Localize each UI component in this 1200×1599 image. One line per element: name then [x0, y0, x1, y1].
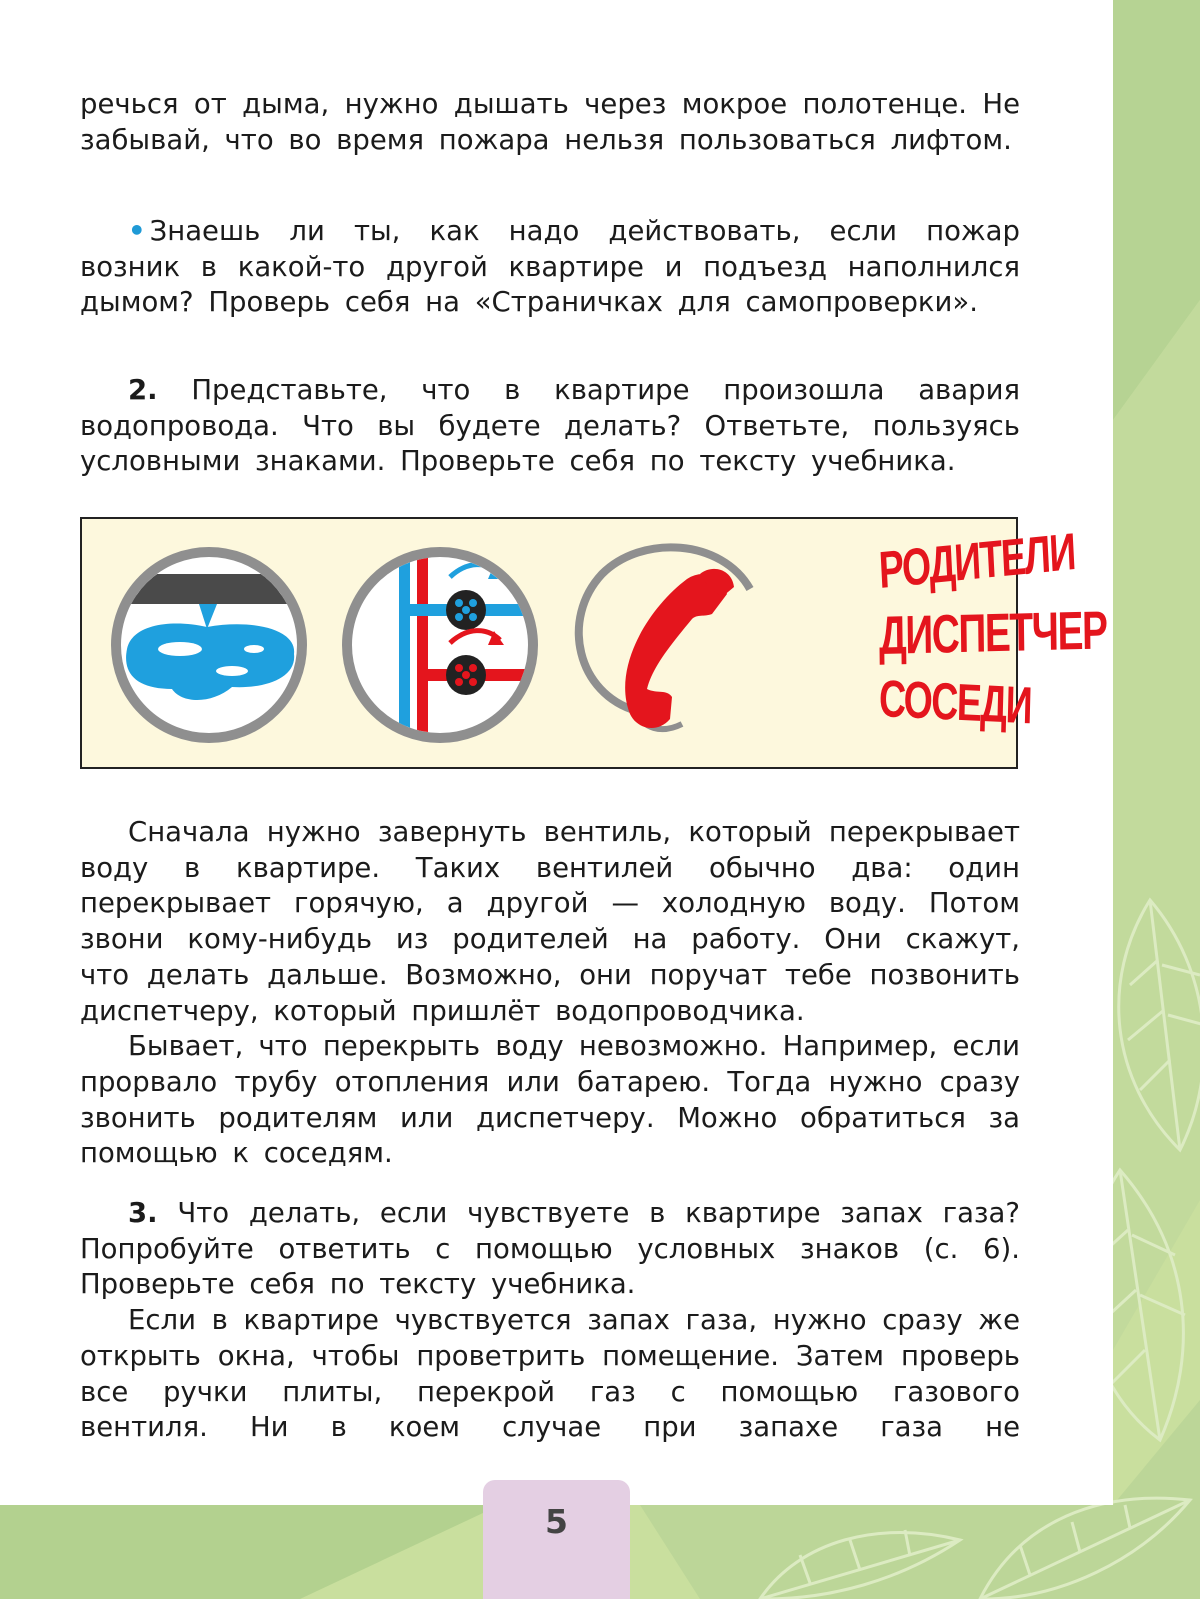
water-leak-icon — [112, 552, 312, 738]
paragraph-text: Если в квартире чувствуется запах газа, нужно сразу же открыть окна, чтобы проветрить помещение. Затем проверь все ручки плиты, перекрой газ с помощью газового вентиля. Ни в коем случае при запахе газа не — [80, 1304, 1020, 1444]
task-3 — [80, 1196, 1020, 1446]
bullet-marker: • — [128, 215, 146, 247]
telephone-icon — [579, 547, 750, 729]
contact-dispatcher: ДИСПЕТЧЕР — [878, 600, 1107, 666]
task-2 — [80, 373, 1020, 480]
paragraph-text — [80, 1196, 1020, 1303]
paragraph-text — [80, 373, 1020, 480]
task-number: 3. — [128, 1197, 158, 1229]
question-text: Знаешь ли ты, как надо действовать, если пожар возник в какой-то другой квартире и подъезд наполнился дымом? Проверь себя на «Страничках для самопроверки». — [80, 215, 1020, 319]
paragraph-text: речься от дыма, нужно дышать через мокрое полотенце. Не забывай, что во время пожара нельзя пользоваться лифтом. — [80, 88, 1020, 156]
paragraph-smoke — [80, 87, 1020, 158]
valves-icon — [347, 549, 542, 749]
paragraph-text: Бывает, что перекрыть воду невозможно. Например, если прорвало трубу отопления или батарею. Тогда нужно сразу звонить родителям или диспетчеру. Можно обратиться за помощью к соседям. — [80, 1030, 1020, 1170]
paragraph-water-instructions — [80, 815, 1020, 1172]
contact-neighbors: СОСЕДИ — [878, 670, 1032, 736]
task-text: Представьте, что в квартире произошла авария водопровода. Что вы будете делать? Ответьте, пользуясь условными знаками. Проверьте себя по тексту учебника. — [80, 374, 1020, 478]
page-number-tab — [483, 1480, 630, 1599]
paragraph-text: Сначала нужно завернуть вентиль, который перекрывает воду в квартире. Таких вентилей обычно два: один перекрывает горячую, а другой — холодную воду. Потом звони кому-нибудь из родителей на работу. Они скажут, что делать дальше. Возможно, они поручат тебе позвонить диспетчеру, который пришлёт водопроводчика. — [80, 816, 1020, 1027]
paragraph-text — [80, 214, 1020, 321]
contact-parents: РОДИТЕЛИ — [877, 523, 1077, 600]
page-number: 5 — [545, 1502, 568, 1541]
task-number: 2. — [128, 374, 158, 406]
task-text: Что делать, если чувствуете в квартире запах газа? Попробуйте ответить с помощью условных знаков (с. 6). Проверьте себя по тексту учебника. — [80, 1197, 1020, 1301]
paragraph-question — [80, 214, 1020, 321]
signs-panel — [80, 517, 1107, 769]
